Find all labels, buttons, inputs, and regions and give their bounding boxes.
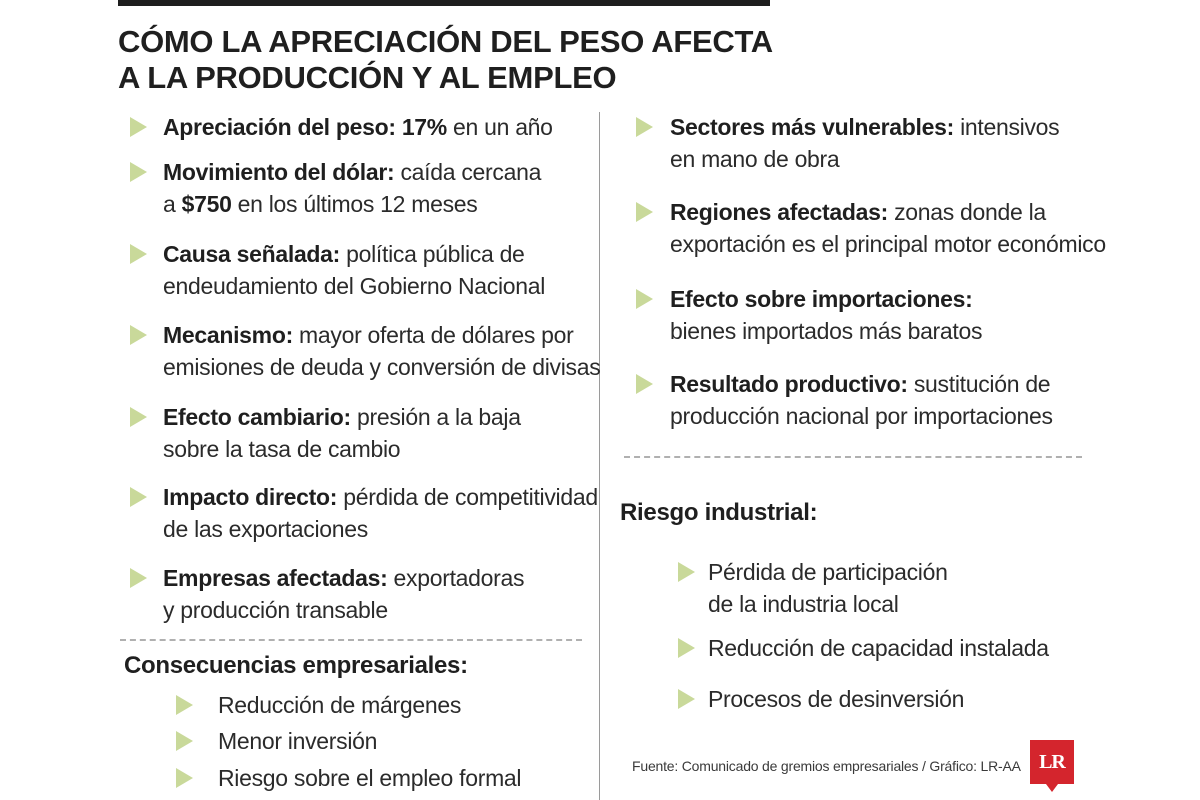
item-text: en los últimos 12 meses <box>237 191 478 217</box>
list-item <box>670 283 982 347</box>
bullet-triangle-icon <box>130 117 147 137</box>
item-text: Riesgo sobre el empleo formal <box>218 765 522 791</box>
item-text: a <box>163 191 176 217</box>
bullet-triangle-icon <box>130 244 147 264</box>
item-text: Reducción de capacidad instalada <box>708 635 1049 661</box>
list-item <box>163 562 524 626</box>
item-text: caída cercana <box>400 159 542 185</box>
item-label: Causa señalada: <box>163 241 341 267</box>
item-label: Sectores más vulnerables: <box>670 114 954 140</box>
item-text: Menor inversión <box>218 728 378 754</box>
bullet-triangle-icon <box>678 562 695 582</box>
item-text: sobre la tasa de cambio <box>163 436 401 462</box>
item-label: Efecto cambiario: <box>163 404 351 430</box>
page-title <box>118 24 838 96</box>
item-text: bienes importados más baratos <box>670 318 983 344</box>
list-item <box>708 683 964 715</box>
bullet-triangle-icon <box>130 568 147 588</box>
list-item <box>163 401 521 465</box>
consequences-heading: Consecuencias empresariales: <box>124 652 468 679</box>
item-text: exportación es el principal motor económico <box>670 231 1106 257</box>
bullet-triangle-icon <box>636 202 653 222</box>
source-note: Fuente: Comunicado de gremios empresariales / Gráfico: LR-AA <box>632 758 1021 774</box>
item-text: en mano de obra <box>670 146 840 172</box>
list-item <box>218 689 461 721</box>
item-text: sustitución de <box>913 371 1051 397</box>
item-text: en un año <box>453 114 553 140</box>
title-line-1: CÓMO LA APRECIACIÓN DEL PESO AFECTA <box>118 24 773 59</box>
item-text: Reducción de márgenes <box>218 692 462 718</box>
bullet-triangle-icon <box>130 325 147 345</box>
item-text: intensivos <box>960 114 1060 140</box>
item-label: Resultado productivo: <box>670 371 908 397</box>
column-divider <box>599 112 600 800</box>
bullet-triangle-icon <box>176 731 193 751</box>
list-item <box>670 196 1106 260</box>
item-label: Efecto sobre importaciones: <box>670 286 973 312</box>
list-item <box>670 368 1053 432</box>
bullet-triangle-icon <box>636 289 653 309</box>
list-item <box>163 481 598 545</box>
bullet-triangle-icon <box>678 638 695 658</box>
item-text: política pública de <box>346 241 525 267</box>
item-text: zonas donde la <box>894 199 1046 225</box>
list-item <box>163 238 545 302</box>
list-item <box>163 111 553 143</box>
list-item <box>708 632 1049 664</box>
item-text: Procesos de desinversión <box>708 686 965 712</box>
list-item <box>218 725 377 757</box>
item-text: de las exportaciones <box>163 516 368 542</box>
title-line-2: A LA PRODUCCIÓN Y AL EMPLEO <box>118 60 617 95</box>
item-label: Impacto directo: <box>163 484 338 510</box>
bullet-triangle-icon <box>678 689 695 709</box>
bullet-triangle-icon <box>176 695 193 715</box>
item-number: 17% <box>401 114 447 140</box>
item-label: Apreciación del peso: <box>163 114 396 140</box>
bullet-triangle-icon <box>130 407 147 427</box>
item-text: de la industria local <box>708 591 899 617</box>
item-text: emisiones de deuda y conversión de divisas <box>163 354 601 380</box>
item-text: y producción transable <box>163 597 388 623</box>
item-label: Movimiento del dólar: <box>163 159 395 185</box>
list-item <box>708 556 948 620</box>
item-number: $750 <box>181 191 232 217</box>
item-text: mayor oferta de dólares por <box>299 322 574 348</box>
list-item <box>163 156 541 220</box>
list-item <box>670 111 1059 175</box>
item-text: endeudamiento del Gobierno Nacional <box>163 273 546 299</box>
lr-logo-tail <box>1046 784 1058 792</box>
item-label: Mecanismo: <box>163 322 293 348</box>
lr-logo: LR <box>1030 740 1074 784</box>
item-text: producción nacional por importaciones <box>670 403 1053 429</box>
risk-heading: Riesgo industrial: <box>620 499 818 526</box>
item-text: presión a la baja <box>357 404 521 430</box>
item-label: Empresas afectadas: <box>163 565 388 591</box>
item-text: pérdida de competitividad <box>343 484 598 510</box>
bullet-triangle-icon <box>130 162 147 182</box>
item-label: Regiones afectadas: <box>670 199 888 225</box>
bullet-triangle-icon <box>636 117 653 137</box>
section-divider <box>624 456 1082 458</box>
item-text: exportadoras <box>393 565 525 591</box>
bullet-triangle-icon <box>130 487 147 507</box>
list-item <box>218 762 521 794</box>
section-divider <box>120 639 582 641</box>
list-item <box>163 319 600 383</box>
top-rule <box>118 0 770 6</box>
bullet-triangle-icon <box>176 768 193 788</box>
bullet-triangle-icon <box>636 374 653 394</box>
item-text: Pérdida de participación <box>708 559 948 585</box>
